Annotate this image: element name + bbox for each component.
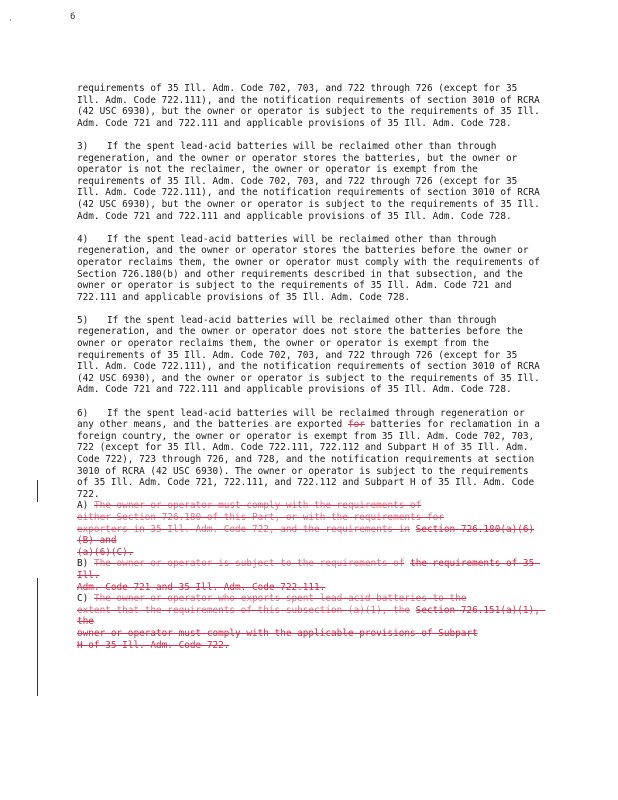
paragraph-text: If the spent lead-acid batteries will be reclaimed other than through regeneration, and the owner or operator does not store the batteries before the owner or operator reclaims them, the owner or operator is exempt from the requirements of 35 Ill. Adm. Code 702, 703, and 722 through 726 (except for 35 Ill. Adm. Code 722.111), and the notification requirements of section 3010 of RCRA (42 USC 6930), and the owner or operator is subject to the requirements of 35 Ill. Adm. Code 721 and 722.111 and applicable provisions of 35 Ill. Adm. Code 728. [77, 314, 546, 396]
struck-text: Section 726.180(a)(6)(B) and [77, 523, 535, 547]
paragraph-text: If the spent lead-acid batteries will be reclaimed through regeneration or any other means, and the batteries are exported [77, 407, 531, 431]
page-number: 6 [70, 12, 76, 22]
paragraph-number: 5) [77, 314, 89, 326]
struck-item-c [77, 593, 546, 651]
struck-text: (a)(6)(C). [77, 546, 134, 558]
item-label: B) [77, 558, 89, 570]
revision-bar [37, 578, 38, 696]
struck-text: The owner or operator must comply with the requirements of [93, 500, 422, 512]
struck-text: the requirements of 35 Ill. [77, 558, 540, 581]
paragraph-text: If the spent lead-acid batteries will be reclaimed other than through regeneration, and the owner or operator stores the batteries, but the owner or operator is not the reclaimer, the owner or operator is exempt from the requirements of 35 Ill. Adm. Code 702, 703, and 722 through 726 (except for 35 Ill. Adm. Code 722.111), and the notification requirements of section 3010 of RCRA (42 USC 6930), but the owner or operator is subject to the requirements of 35 Ill. Adm. Code 721 and 722.111 and applicable provisions of 35 Ill. Adm. Code 728. [77, 140, 546, 222]
paragraph-number: 6) [77, 407, 89, 419]
revision-bar [37, 480, 38, 502]
struck-text: owner or operator must comply with the applicable provisions of Subpart [77, 627, 478, 639]
item-label: C) [77, 593, 89, 605]
struck-text: for [347, 419, 365, 431]
struck-text: Section 726.151(a)(1), the [77, 604, 546, 628]
paragraph-4 [77, 233, 546, 304]
struck-text: The owner or operator who exports spent lead-acid batteries to the [93, 593, 467, 605]
struck-text: The owner or operator is subject to the requirements of [93, 558, 405, 570]
paragraph-number: 3) [77, 140, 89, 152]
page-mark: ' [8, 18, 13, 27]
paragraph-3 [77, 140, 546, 222]
struck-text: Adm. Code 721 and 35 Ill. Adm. Code 722.111. [77, 581, 326, 593]
struck-text: H of 35 Ill. Adm. Code 722. [77, 639, 230, 651]
struck-text: extent that the requirements of this subsection (a)(1), the [77, 604, 411, 616]
struck-text: either Section 726.180 of this Part, or with the requirements for [77, 511, 444, 523]
paragraph-text: batteries for reclamation in a foreign country, the owner or operator is exempt from 35 Ill. Adm. Code 702, 703, 722 (except for 35 Ill. Adm. Code 722.111, 722.112 and Subpart H of 35 Ill. Adm. Code 722), 723 through 726, and 728, and the notification requirements at section 3010 of RCRA (42 USC 6930). The owner or operator is subject to the requirements of 35 Ill. Adm. Code 721, 722.111, and 722.112 and Subpart H of 35 Ill. Adm. Code 722. [77, 419, 546, 500]
struck-text: exporters in 35 Ill. Adm. Code 722, and the requirements in [77, 523, 411, 535]
paragraph-5 [77, 314, 546, 396]
struck-item-a [77, 500, 543, 558]
paragraph-6 [77, 407, 546, 501]
continuation-paragraph: requirements of 35 Ill. Adm. Code 702, 703, and 722 through 726 (except for 35 Ill. Adm. Code 722.111), and the notification requirements of section 3010 of RCRA (42 USC 6930), but the owner or operator is subject to the requirements of 35 Ill. Adm. Code 721 and 722.111 and applicable provisions of 35 Ill. Adm. Code 728. [77, 83, 546, 129]
body-text [77, 83, 546, 651]
paragraph-text: If the spent lead-acid batteries will be reclaimed other than through regeneration, and the owner or operator stores the batteries before the owner or operator reclaims them, the owner or operator must comply with the requirements of Section 726.180(b) and other requirements described in that subsection, and the owner or operator is subject to the requirements of 35 Ill. Adm. Code 721 and 722.111 and applicable provisions of 35 Ill. Adm. Code 728. [77, 233, 546, 303]
item-label: A) [77, 500, 89, 512]
struck-item-b [77, 558, 543, 593]
paragraph-number: 4) [77, 233, 89, 245]
